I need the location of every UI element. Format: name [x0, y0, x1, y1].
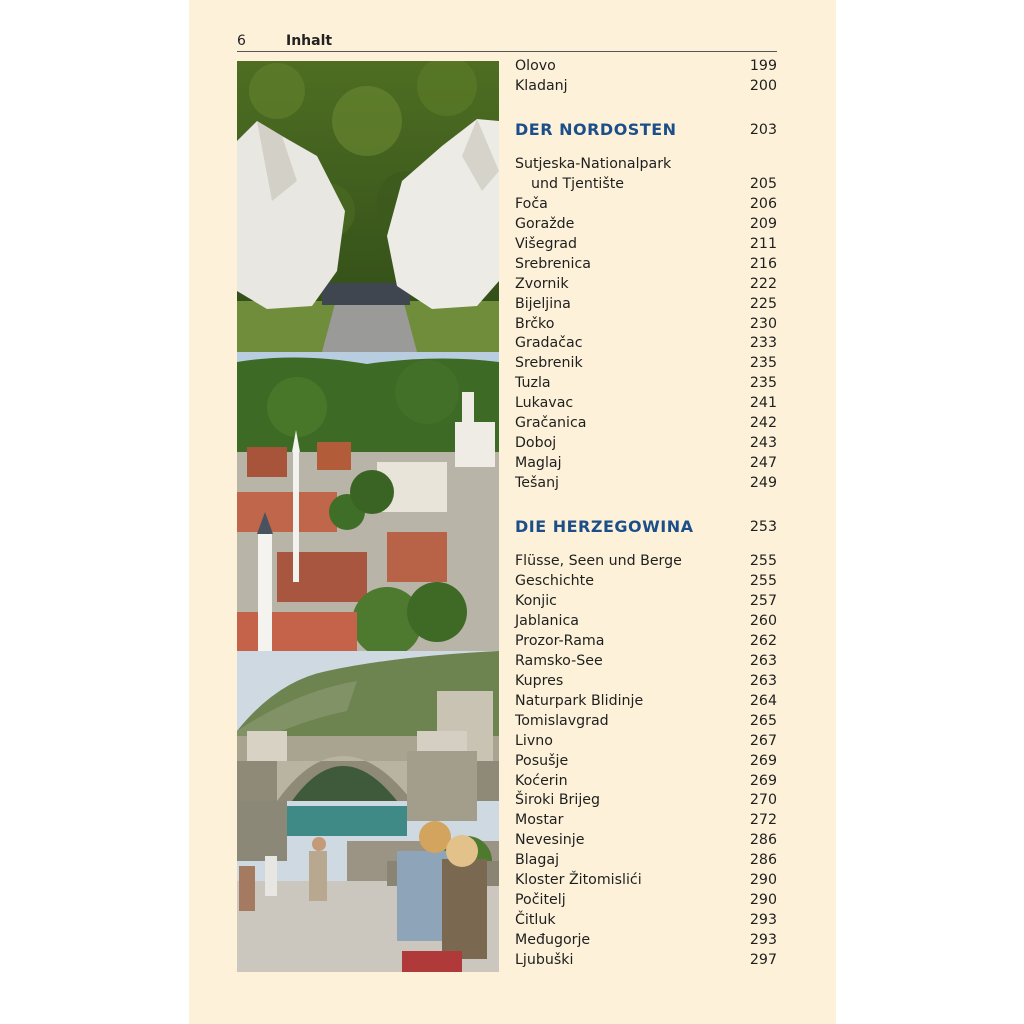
mostar-bridge-photo	[237, 651, 499, 972]
toc-section-heading	[515, 517, 777, 539]
page-ref: 203	[749, 121, 777, 138]
toc-entry	[515, 58, 777, 78]
entry-title: Doboj	[515, 435, 557, 452]
entry-title: Lukavac	[515, 395, 574, 412]
section-title: DER NORDOSTEN	[515, 119, 677, 139]
page-ref: 199	[749, 58, 777, 74]
entry-title: Konjic	[515, 592, 557, 609]
entry-title: Foča	[515, 195, 548, 212]
toc-entry	[515, 475, 777, 495]
entry-title: Prozor-Rama	[515, 632, 605, 649]
toc-entry	[515, 455, 777, 475]
memorial-photo	[237, 61, 499, 352]
entry-title: Srebrenica	[515, 255, 591, 272]
toc-entry	[515, 713, 777, 733]
entry-title: Čitluk	[515, 912, 556, 929]
page-ref: 262	[749, 632, 777, 649]
toc-entry	[515, 156, 777, 176]
page-ref: 264	[749, 692, 777, 709]
toc-entry	[515, 613, 777, 633]
page-ref: 206	[749, 195, 777, 212]
toc-entry	[515, 852, 777, 872]
entry-title: Počitelj	[515, 892, 566, 909]
page-ref: 255	[749, 573, 777, 589]
entry-title: Blagaj	[515, 852, 560, 869]
toc-entry	[515, 196, 777, 216]
toc-entry	[515, 872, 777, 892]
entry-title: Olovo	[515, 58, 556, 74]
entry-title: Goražde	[515, 215, 575, 232]
page-ref: 243	[749, 435, 777, 452]
page-ref: 269	[749, 752, 777, 769]
entry-title: Zvornik	[515, 275, 569, 292]
entry-title: Tuzla	[515, 375, 551, 392]
page-ref: 269	[749, 772, 777, 789]
book-page	[189, 0, 836, 1024]
page-ref: 286	[749, 832, 777, 849]
toc-entry	[515, 693, 777, 713]
toc-entry	[515, 653, 777, 673]
page-ref: 222	[749, 275, 777, 292]
running-title: Inhalt	[286, 33, 333, 49]
entry-title: Ljubuški	[515, 952, 574, 969]
page-number: 6	[237, 33, 246, 49]
toc-entry	[515, 792, 777, 812]
toc-section-heading	[515, 120, 777, 142]
toc-entry	[515, 573, 777, 593]
page-ref: 242	[749, 415, 777, 432]
entry-title: Međugorje	[515, 932, 591, 949]
page-ref: 235	[749, 375, 777, 392]
entry-title: Tešanj	[515, 475, 560, 492]
toc-entry	[515, 316, 777, 336]
entry-title: Mostar	[515, 812, 564, 829]
page-ref: 233	[749, 335, 777, 352]
toc-entry	[515, 932, 777, 952]
entry-title: Tomislavgrad	[515, 712, 609, 729]
page-ref: 257	[749, 592, 777, 609]
toc-entry	[515, 415, 777, 435]
page-ref: 205	[749, 175, 777, 192]
page-ref: 270	[749, 792, 777, 809]
page-ref: 272	[749, 812, 777, 829]
page-ref: 211	[749, 235, 777, 252]
page-ref: 290	[749, 892, 777, 909]
toc-entry	[515, 216, 777, 236]
entry-title: Srebrenik	[515, 355, 583, 372]
page-ref: 263	[749, 672, 777, 689]
page-ref: 255	[749, 553, 777, 570]
toc-entry	[515, 176, 777, 196]
page-ref: 260	[749, 612, 777, 629]
entry-title: Ramsko-See	[515, 652, 603, 669]
toc-entry	[515, 276, 777, 296]
toc-entry	[515, 593, 777, 613]
page-ref: 235	[749, 355, 777, 372]
toc-entry	[515, 355, 777, 375]
entry-title: Sutjeska-Nationalpark	[515, 155, 672, 172]
entry-title: Brčko	[515, 315, 555, 332]
page-ref: 241	[749, 395, 777, 412]
page-ref: 265	[749, 712, 777, 729]
toc-entry	[515, 952, 777, 972]
section-title: DIE HERZEGOWINA	[515, 517, 694, 537]
toc-entry	[515, 892, 777, 912]
toc-entry	[515, 296, 777, 316]
entry-title: Posušje	[515, 752, 569, 769]
page-ref: 297	[749, 952, 777, 969]
entry-title: Naturpark Blidinje	[515, 692, 644, 709]
page-ref: 290	[749, 872, 777, 889]
toc-entry	[515, 673, 777, 693]
toc-entry	[515, 912, 777, 932]
page-ref: 293	[749, 932, 777, 949]
toc-entry	[515, 335, 777, 355]
entry-title: Kloster Žitomislići	[515, 872, 642, 889]
entry-title: Bijeljina	[515, 295, 571, 312]
entry-title: Gradačac	[515, 335, 583, 352]
page-ref: 209	[749, 215, 777, 232]
entry-title: Kladanj	[515, 77, 568, 94]
entry-title: Višegrad	[515, 235, 577, 252]
entry-title: Geschichte	[515, 573, 594, 589]
page-ref: 253	[749, 519, 777, 536]
toc-entry	[515, 773, 777, 793]
toc-entry	[515, 753, 777, 773]
page-ref: 200	[749, 77, 777, 94]
entry-title: Flüsse, Seen und Berge	[515, 553, 682, 570]
toc-entry	[515, 832, 777, 852]
entry-title: Livno	[515, 732, 553, 749]
page-ref: 267	[749, 732, 777, 749]
entry-title: Široki Brijeg	[515, 792, 601, 809]
toc-entry	[515, 553, 777, 573]
toc-entry	[515, 733, 777, 753]
toc-entry	[515, 633, 777, 653]
entry-title: Gračanica	[515, 415, 587, 432]
page-ref: 247	[749, 455, 777, 472]
entry-title: Jablanica	[515, 612, 579, 629]
entry-title: Kupres	[515, 672, 564, 689]
page-ref: 249	[749, 475, 777, 492]
entry-title: Maglaj	[515, 455, 562, 472]
toc-entry	[515, 435, 777, 455]
toc-entry	[515, 236, 777, 256]
toc-entry	[515, 78, 777, 98]
entry-title: und Tjentište	[531, 175, 625, 192]
page-header	[237, 33, 777, 52]
page-ref: 263	[749, 652, 777, 669]
toc-entry	[515, 256, 777, 276]
town-photo	[237, 352, 499, 651]
page-ref: 225	[749, 295, 777, 312]
page-ref: 230	[749, 315, 777, 332]
toc-entry	[515, 375, 777, 395]
toc-entry	[515, 812, 777, 832]
page-ref: 216	[749, 255, 777, 272]
page-ref: 286	[749, 852, 777, 869]
entry-title: Koćerin	[515, 772, 568, 789]
photo-column	[237, 61, 499, 972]
entry-title: Nevesinje	[515, 832, 585, 849]
toc-entry	[515, 395, 777, 415]
page-ref: 293	[749, 912, 777, 929]
